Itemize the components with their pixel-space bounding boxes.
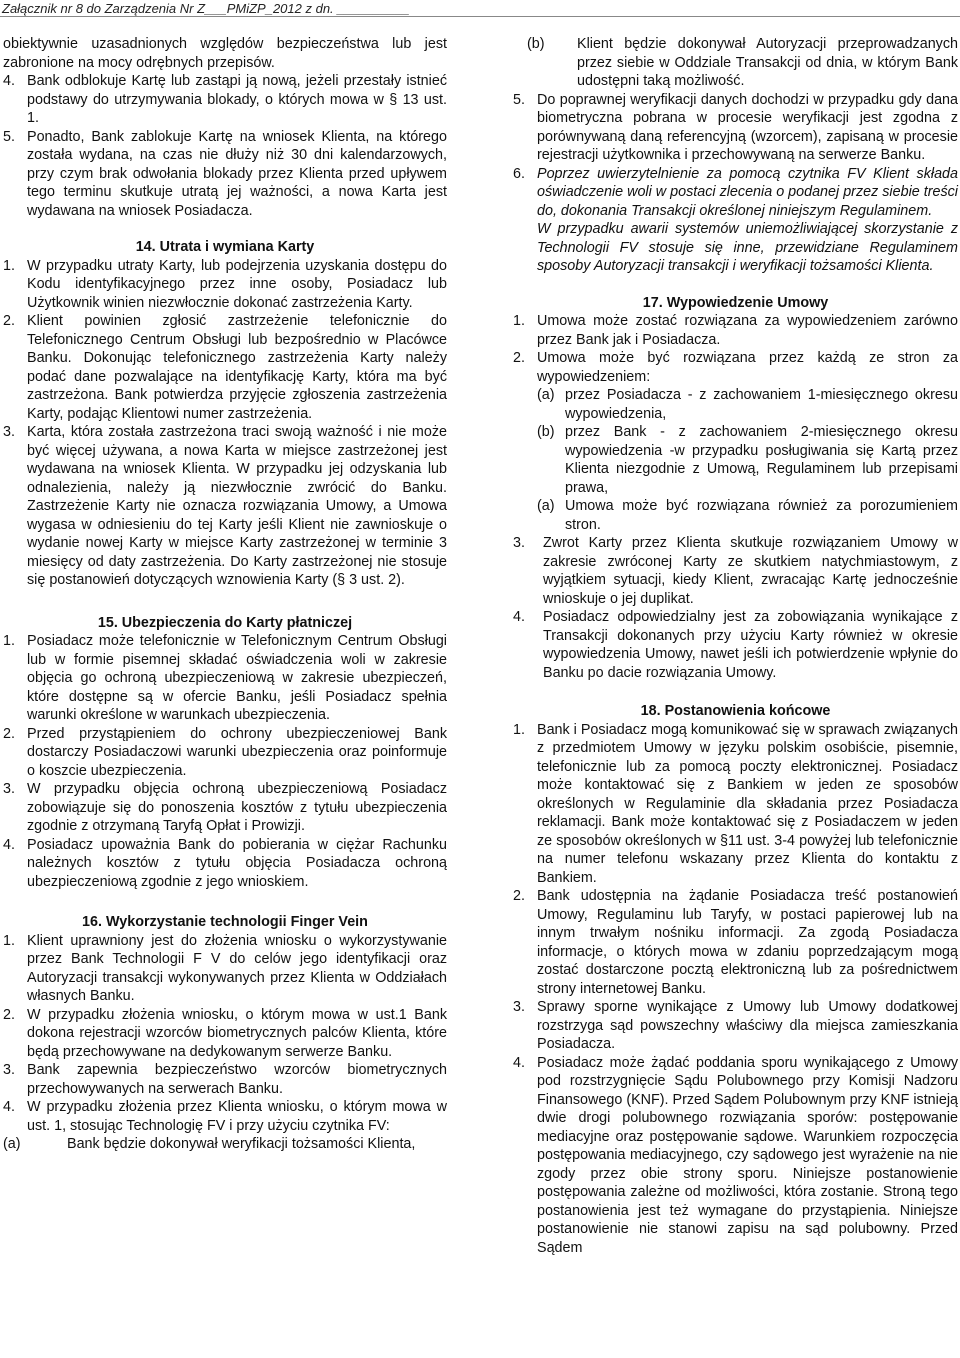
- item-text: Bank będzie dokonywał weryfikacji tożsamości Klienta,: [67, 1136, 416, 1152]
- item-number: 2.: [3, 1006, 15, 1023]
- item-letter: (a): [537, 387, 555, 403]
- list-item: [513, 91, 958, 165]
- section-title: 16. Wykorzystanie technologii Finger Vein: [82, 914, 368, 930]
- item-letter: (b): [537, 424, 555, 440]
- item-text: Zwrot Karty przez Klienta skutkuje rozwiązaniem Umowy w zakresie zwróconej Karty ze skutkiem natychmiastowym, z wyjątkiem sytuacji, kiedy Klient, zwracając Kartę jednocześnie wnioskuje o jej duplikat.: [543, 535, 958, 607]
- item-number: 1.: [3, 257, 15, 274]
- item-text: Do poprawnej weryfikacji danych dochodzi w przypadku gdy dana biometryczna pobrana w procesie weryfikacji jest zgodna z porównywaną daną referencyjną (wzorcem), zapisaną w procesie rejestracji użytkownika i przechowywaną na serwerze Banku.: [537, 91, 958, 163]
- item-number: 2.: [513, 888, 525, 904]
- item-text: Bank udostępnia na żądanie Posiadacza treść postanowień Umowy, Regulaminu lub Taryfy, w postaci papierowej lub na innym trwałym nośniku informacji. Za zgodą Posiadacza informacje, o których mowa w zdaniu poprzedzającym mogą zostać dostarczone pocztą elektroniczną lub za pośrednictwem strony internetowej Banku.: [537, 888, 958, 997]
- section-title: 18. Postanowienia końcowe: [640, 703, 831, 719]
- item-number: 4.: [3, 836, 15, 853]
- item-number: 2.: [3, 725, 15, 742]
- item-text: Ponadto, Bank zablokuje Kartę na wniosek Klienta, na którego została wydana, na czas nie dłuży niż 30 dni kalendarzowych, przy czym brak odwołania blokady przez Klienta przed upływem tego terminu skutkuje utratą jej ważności, a nowa Karta jest wydawana na wniosek Posiadacza.: [27, 128, 447, 219]
- item-number: 6.: [513, 165, 525, 182]
- list-item: [3, 932, 447, 1006]
- item-text: Umowa może być rozwiązana również za porozumieniem stron.: [565, 498, 958, 533]
- list-item: [513, 998, 958, 1054]
- header-note: Załącznik nr 8 do Zarządzenia Nr Z___PMiZP_2012 z dn. __________: [2, 1, 410, 16]
- item-number: 1.: [3, 633, 15, 649]
- section-title: 17. Wypowiedzenie Umowy: [642, 294, 829, 311]
- item-text: Posiadacz może żądać poddania sporu wynikającego z Umowy pod rozstrzygnięcie Sądu Polubownego przy Komisji Nadzoru Finansowego (KNF). Przed Sądem Polubownym przy KNF istnieją dwie drogi polubownego rozwiązania sporów: postępowanie mediacyjne oraz postępowanie sądowe. Warunkiem rozpoczęcia postępowania mediacyjnego, czy sądowego jest wyrażenie na nie zgody przez obie strony sporu. Niniejsze postanowienie postępowania zależne od możliwości, która zostanie. Stroną tego postanowienia jest też wymagane do przystąpienia. Niniejsze postanowienie nie stanowi zapisu na sąd polubowny. Przed Sądem: [537, 1054, 958, 1256]
- list-item: [3, 1006, 447, 1062]
- item-text: Umowa może zostać rozwiązana za wypowiedzeniem zarówno przez Bank jak i Posiadacza.: [537, 313, 958, 348]
- item-number: 4.: [3, 1099, 15, 1115]
- item-number: 4.: [513, 609, 525, 625]
- section-title: 14. Utrata i wymiana Karty: [135, 239, 315, 255]
- item-letter: (a): [3, 1136, 21, 1152]
- item-number: 3.: [513, 535, 525, 551]
- list-item: [3, 423, 447, 590]
- list-item: [513, 721, 958, 888]
- item-text: Przed przystąpieniem do ochrony ubezpieczeniowej Bank dostarczy Posiadaczowi warunki ubezpieczenia oraz poinformuje o koszcie ubezpieczenia.: [27, 725, 447, 779]
- item-number: 3.: [3, 781, 15, 797]
- item-number: 4.: [513, 1054, 525, 1071]
- item-text: W przypadku złożenia przez Klienta wniosku, o którym mowa w ust. 1, stosując Technologię FV i przy użyciu czytnika FV:: [27, 1099, 447, 1134]
- sub-list-item: [513, 423, 958, 497]
- item-text: Bank zapewnia bezpieczeństwo wzorców biometrycznych przechowywanych na serwerach Banku.: [27, 1062, 447, 1097]
- list-item: [513, 887, 958, 998]
- item-text: Bank i Posiadacz mogą komunikować się w sprawach związanych z przedmiotem Umowy w języku polskim osobiście, pisemnie, telefonicznie lub za pomocą poczty elektronicznej. Posiadacz może kontaktować się z Bankiem w jeden ze sposobów określonych w Regulaminie dla składania przez Posiadacza reklamacji. Bank może kontaktować się z Posiadaczem w jeden ze sposobów określonych w §11 ust. 3-4 powyżej lub telefonicznie na numer telefonu wskazany przez Klienta do kontaktu z Bankiem.: [537, 721, 958, 886]
- item-text: Klient będzie dokonywał Autoryzacji przeprowadzanych przez siebie w Oddziale Transakcji od dnia, w którym Bank udostępni taką możliwość.: [577, 36, 958, 89]
- list-item: [3, 780, 447, 836]
- left-column: [3, 35, 447, 1154]
- item-number: 3.: [3, 424, 15, 440]
- item-text: Posiadacz odpowiedzialny jest za zobowiązania wynikające z Transakcji dokonanych przy użyciu Karty również w okresie wypowiedzenia Umowy, nawet jeśli ich potwierdzenie wpłynie do Banku po dacie rozwiązania Umowy.: [543, 609, 958, 681]
- intro-paragraph: obiektywnie uzasadnionych względów bezpieczeństwa lub jest zabronione na mocy odrębnych przepisów.: [3, 36, 447, 71]
- item-text: Poprzez uwierzytelnienie za pomocą czytnika FV Klient składa oświadczenie woli w postaci zlecenia o podanej przez siebie treści do, dokonania Transakcji określonej niniejszym Regulaminem.: [537, 165, 958, 219]
- sub-list-item: [513, 35, 958, 91]
- item-text: Klient powinien zgłosić zastrzeżenie telefonicznie do Telefonicznego Centrum Obsługi lub bezpośrednio w Placówce Banku. Dokonując telefonicznego zastrzeżenia Karty należy podać dane pozwalające na identyfikację Karty, która ma być zastrzeżona. Bank potwierdza przyjęcie zgłoszenia zastrzeżenia Karty, podając Klientowi numer zastrzeżenia.: [27, 313, 447, 422]
- item-text: Sprawy sporne wynikające z Umowy lub Umowy dodatkowej rozstrzyga sąd powszechny właściwy dla miejsca zamieszkania Posiadacza.: [537, 999, 958, 1052]
- item-text: W przypadku utraty Karty, lub podejrzenia uzyskania dostępu do Kodu identyfikacyjnego przez inne osoby, Posiadacz lub Użytkownik winien niezwłocznie dokonać zastrzeżenia Karty.: [27, 257, 447, 311]
- list-item: [513, 349, 958, 386]
- sub-list-item: [513, 497, 958, 534]
- item-text: Umowa może być rozwiązana przez każdą ze stron za wypowiedzeniem:: [537, 350, 958, 385]
- item-number: 2.: [3, 313, 15, 329]
- list-item: [513, 534, 958, 608]
- item-text: przez Posiadacza - z zachowaniem 1-miesięcznego okresu wypowiedzenia,: [565, 387, 958, 422]
- list-item: [3, 725, 447, 781]
- item-number: 5.: [513, 91, 525, 108]
- right-column: [513, 35, 958, 1257]
- item-text: przez Bank - z zachowaniem 2-miesięcznego okresu wypowiedzenia -w przypadku posługiwania się Kartą przez Klienta niezgodnie z Umową, Regulaminem lub przepisami prawa,: [565, 424, 958, 496]
- item-number: 1.: [3, 932, 15, 949]
- item-text: W przypadku objęcia ochroną ubezpieczeniową Posiadacz zobowiązuje się do ponoszenia kosztów z tytułu ubezpieczenia zgodnie z otrzymaną Taryfą Opłat i Prowizji.: [27, 781, 447, 834]
- list-item: [513, 608, 958, 682]
- list-item: [513, 1054, 958, 1258]
- item-text: Posiadacz upoważnia Bank do pobierania w ciężar Rachunku należnych kosztów z tytułu objęcia Posiadacza ochroną ubezpieczeniową zgodnie z jego wnioskiem.: [27, 836, 447, 890]
- list-item: [3, 128, 447, 221]
- list-item: [3, 72, 447, 128]
- item-text: W przypadku złożenia wniosku, o którym mowa w ust.1 Bank dokona rejestracji wzorców biometrycznych palców Klienta, które będą przechowywane na dedykowanym serwerze Banku.: [27, 1006, 447, 1060]
- section-title: 15. Ubezpieczenia do Karty płatniczej: [97, 614, 353, 631]
- item-number: 1.: [513, 313, 525, 329]
- item-text: Klient uprawniony jest do złożenia wniosku o wykorzystywanie przez Bank Technologii F V do celów jego identyfikacji oraz Autoryzacji transakcji wykonywanych przez Klienta w Oddziałach własnych Banku.: [27, 932, 447, 1004]
- list-item: [3, 632, 447, 725]
- item-text: Bank odblokuje Kartę lub zastąpi ją nową, jeżeli przestały istnieć podstawy do utrzymywania blokady, o których mowa w § 13 ust. 1.: [27, 73, 447, 126]
- item-number: 4.: [3, 73, 15, 89]
- item-number: 2.: [513, 350, 525, 366]
- list-item: [3, 1061, 447, 1098]
- list-item: [3, 836, 447, 892]
- item-text: Karta, która została zastrzeżona traci swoją ważność i nie może być więcej używana, a nowa Karta w miejsce zastrzeżonej jest wydawana na wniosek Klienta. W przypadku jej odzyskania lub odnalezienia, należy ją niezwłocznie zwrócić do Banku. Zastrzeżenie Karty nie oznacza rozwiązania Umowy, a Umowa wygasa w odniesieniu do tej Karty jeśli Klient nie zawnioskuje o wydanie nowej Karty w miejsce Karty zastrzeżonej w terminie 3 miesięcy od daty zastrzeżenia. Do Karty zastrzeżonej nie stosuje się postanowień dotyczących wznowienia Karty (§ 3 ust. 2).: [27, 424, 447, 588]
- sub-list-item: [513, 386, 958, 423]
- list-item: [3, 1098, 447, 1135]
- italic-paragraph: W przypadku awarii systemów uniemożliwiającej skorzystanie z Technologii FV stosuje się inne, przewidziane Regulaminem sposoby Autoryzacji transakcji i weryfikacji tożsamości Klienta.: [537, 221, 958, 274]
- sub-list-item: [3, 1135, 447, 1154]
- item-number: 3.: [3, 1062, 15, 1078]
- list-item: [3, 257, 447, 313]
- item-number: 5.: [3, 128, 15, 145]
- list-item: [513, 165, 958, 221]
- item-number: 3.: [513, 999, 525, 1015]
- header-divider: [0, 16, 960, 17]
- item-number: 1.: [513, 721, 525, 738]
- list-item: [513, 312, 958, 349]
- item-text: Posiadacz może telefonicznie w Telefonicznym Centrum Obsługi lub w formie pisemnej składać oświadczenia woli w zakresie objęcia go ochroną ubezpieczeniową w zakresie ubezpieczeń, które dostępne są w ofercie Banku, jeśli Posiadacz spełnia warunki określone w warunkach ubezpieczenia.: [27, 633, 447, 723]
- item-letter: (a): [537, 498, 555, 514]
- item-letter: (b): [527, 36, 545, 52]
- list-item: [3, 312, 447, 423]
